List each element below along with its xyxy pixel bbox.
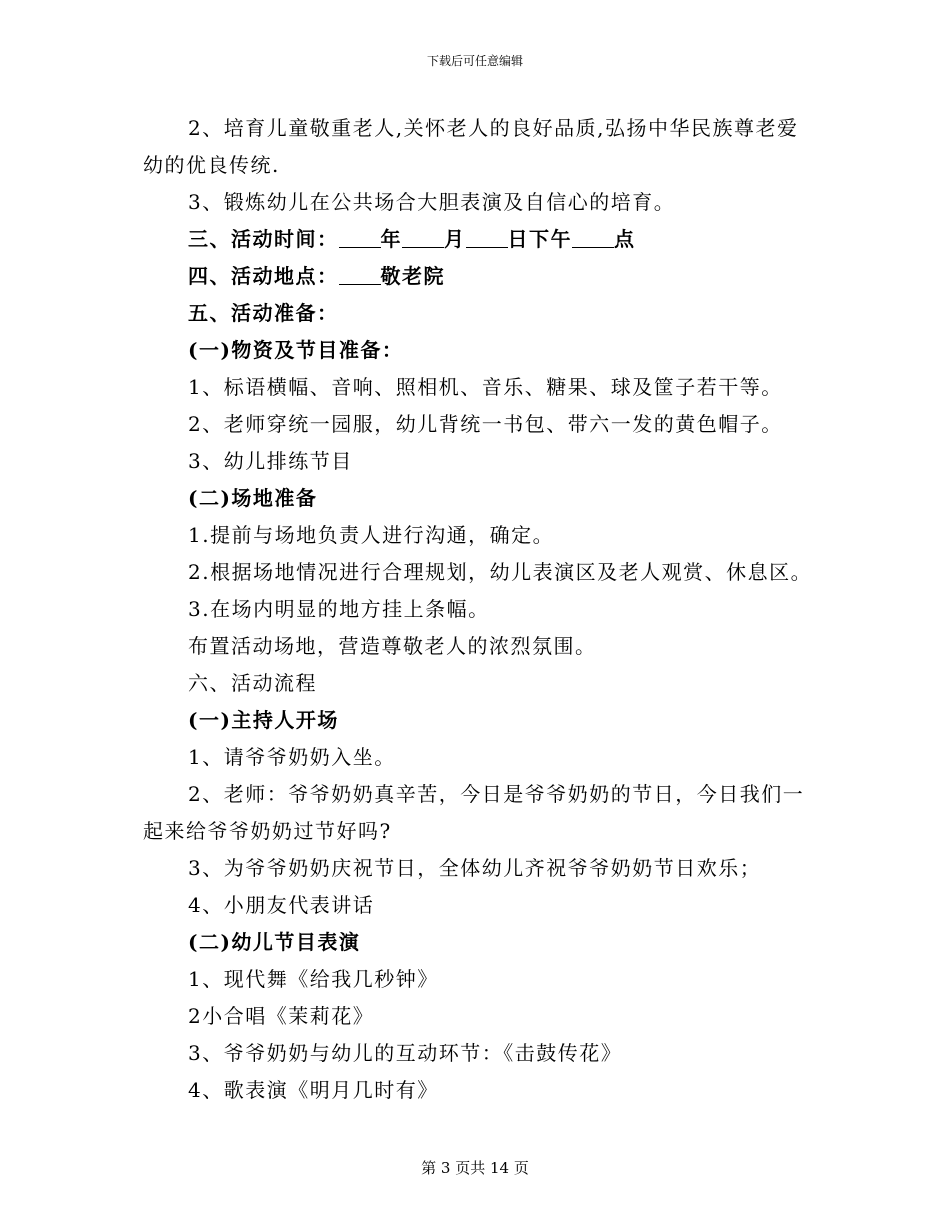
activity-time-label: 三、活动时间：	[188, 227, 339, 251]
venue-item-1: 1.提前与场地负责人进行沟通，确定。	[188, 523, 555, 547]
venue-item-2: 2.根据场地情况进行合理规划，幼儿表演区及老人观赏、休息区。	[188, 560, 813, 584]
subsection-venue-title: (二)场地准备	[188, 486, 318, 510]
section-flow-title: 六、活动流程	[188, 671, 317, 695]
day-text: 日下午	[507, 227, 572, 251]
host-item-3: 3、为爷爷奶奶庆祝节日，全体幼儿齐祝爷爷奶奶节日欢乐；	[188, 856, 762, 880]
activity-time-line	[143, 221, 813, 258]
section-preparation-title: 五、活动准备：	[188, 301, 339, 325]
month-blank	[402, 229, 444, 248]
performance-item-1: 1、现代舞《给我几秒钟》	[188, 967, 439, 991]
document-body	[143, 110, 813, 1109]
page-header: 下载后可任意编辑	[426, 54, 523, 68]
subsection-materials-title: (一)物资及节目准备：	[188, 338, 404, 362]
activity-place-line	[143, 258, 813, 295]
page-footer: 第 3 页共 14 页	[421, 1159, 529, 1177]
host-item-2b: 起来给爷爷奶奶过节好吗?	[143, 819, 392, 843]
host-item-2a: 2、老师：爷爷奶奶真辛苦，今日是爷爷奶奶的节日，今日我们一	[188, 782, 805, 806]
performance-item-2: 2小合唱《茉莉花》	[188, 1004, 375, 1028]
subsection-performance-title: (二)幼儿节目表演	[188, 930, 361, 954]
host-item-1: 1、请爷爷奶奶入坐。	[188, 745, 396, 769]
year-text: 年	[380, 227, 402, 251]
materials-item-1: 1、标语横幅、音响、照相机、音乐、糖果、球及筐子若干等。	[188, 375, 783, 399]
activity-place-name: 敬老院	[380, 264, 445, 288]
subsection-host-title: (一)主持人开场	[188, 708, 339, 732]
paragraph-goal-3: 3、锻炼幼儿在公共场合大胆表演及自信心的培育。	[188, 190, 676, 214]
materials-item-2: 2、老师穿统一园服，幼儿背统一书包、带六一发的黄色帽子。	[188, 412, 783, 436]
materials-item-3: 3、幼儿排练节目	[188, 449, 353, 473]
activity-place-label: 四、活动地点：	[188, 264, 339, 288]
venue-item-4: 布置活动场地，营造尊敬老人的浓烈氛围。	[188, 634, 597, 658]
performance-item-4: 4、歌表演《明月几时有》	[188, 1078, 439, 1102]
venue-item-3: 3.在场内明显的地方挂上条幅。	[188, 597, 490, 621]
hour-blank	[572, 229, 614, 248]
paragraph-goal-2b: 幼的优良传统.	[143, 153, 280, 177]
paragraph-goal-2a: 2、培育儿童敬重老人,关怀老人的良好品质,弘扬中华民族尊老爱	[188, 116, 799, 140]
place-blank	[339, 266, 381, 285]
year-blank	[339, 229, 381, 248]
day-blank	[466, 229, 508, 248]
month-text: 月	[444, 227, 466, 251]
host-item-4: 4、小朋友代表讲话	[188, 893, 375, 917]
hour-text: 点	[614, 227, 636, 251]
performance-item-3: 3、爷爷奶奶与幼儿的互动环节：《击鼓传花》	[188, 1041, 623, 1065]
